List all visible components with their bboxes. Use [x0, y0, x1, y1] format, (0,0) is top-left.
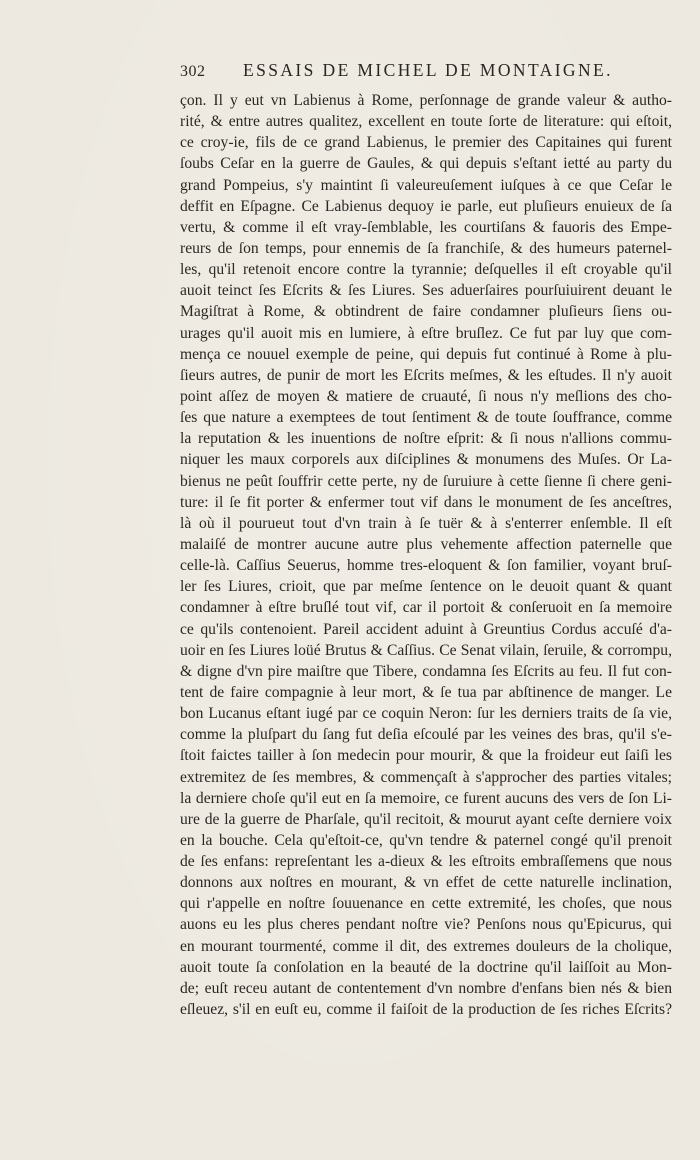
text-line: comme la pluſpart du ſang fut deſia eſcoulé par les veines des bras, qu'il s'e- — [180, 726, 672, 744]
text-line: mença ce nouuel exemple de peine, qui depuis fut continué à Rome à plu- — [180, 345, 672, 363]
text-line: ler ſes Liures, crioit, que par meſme ſentence on le deuoit quant & quant — [180, 578, 672, 596]
text-line: donnons aux noſtres en mourant, & vn effet de cette naturelle inclination, — [180, 874, 672, 892]
text-line: bienus ne peût ſouffrir cette perte, ny de ſuruiure à cette ſienne ſi chere geni- — [180, 472, 672, 490]
text-line: ce qu'ils contenoient. Pareil accident aduint à Greuntius Cordus accuſé d'a- — [180, 620, 672, 638]
text-line: point aſſez de moyen & matiere de cruauté, ſi nous n'y meſlions des cho- — [180, 387, 672, 405]
text-line: uoir en ſes Liures loüé Brutus & Caſſius. Ce Senat vilain, ſeruile, & corrompu, — [180, 641, 672, 659]
text-line: en mourant tourmenté, comme il dit, des extremes douleurs de la cholique, — [180, 937, 672, 955]
text-line: deffit en Eſpagne. Ce Labienus dequoy ie parle, eut pluſieurs enuieux de ſa — [180, 197, 672, 215]
text-line: celle-là. Caſſius Seuerus, homme tres-eloquent & ſon familier, voyant bruſ- — [180, 557, 672, 575]
page-number: 302 — [180, 63, 206, 80]
text-line: reurs de ſon temps, pour ennemis de ſa franchiſe, & des humeurs paternel- — [180, 239, 672, 257]
text-line: vertu, & comme il eſt vray-ſemblable, les courtiſans & fauoris des Empe- — [180, 218, 672, 236]
text-line: les, qu'il retenoit encore contre la tyrannie; deſquelles il eſt croyable qu'il — [180, 261, 672, 279]
running-title: ESSAIS DE MICHEL DE MONTAIGNE. — [243, 60, 613, 80]
text-line: ture: il ſe fit porter & enfermer tout vif dans le monument de ſes anceſtres, — [180, 493, 672, 511]
text-line: auoit toute ſa conſolation en la beauté de la doctrine qu'il laiſſoit au Mon- — [180, 958, 672, 976]
text-line: ſes que nature a exemptees de tout ſentiment & de toute ſouffrance, comme — [180, 409, 672, 427]
text-line: en la bouche. Cela qu'eſtoit-ce, qu'vn tendre & paternel congé qu'il prenoit — [180, 831, 672, 849]
text-line: auons eu les plus cheres pendant noſtre vie? Penſons nous qu'Epicurus, qui — [180, 916, 672, 934]
text-line: de ſes enfans: repreſentant les a-dieux & les eſtroits embraſſemens que nous — [180, 853, 672, 871]
text-line: eſleuez, s'il en euſt eu, comme il faiſoit de la production de ſes riches Eſcrits? — [180, 1001, 672, 1019]
text-line: çon. Il y eut vn Labienus à Rome, perſonnage de grande valeur & autho- — [180, 92, 672, 109]
text-line: la reputation & les inuentions de noſtre eſprit: & ſi nous n'allions commu- — [180, 430, 672, 448]
text-line: auoit teinct ſes Eſcrits & ſes Liures. Ses aduerſaires pourſuiuirent deuant le — [180, 282, 672, 300]
text-line: tent de faire compagnie à leur mort, & ſe tua par abſtinence de manger. Le — [180, 683, 672, 701]
text-line: ure de la guerre de Pharſale, qu'il recitoit, & mourut ayant ceſte derniere voix — [180, 810, 672, 828]
text-line: bon Lucanus eſtant iugé par ce coquin Neron: ſur les derniers traits de ſa vie, — [180, 705, 672, 723]
text-line: & digne d'vn pire maiſtre que Tibere, condamna ſes Eſcrits au feu. Il fut con- — [180, 662, 672, 680]
text-line: extremitez de ſes membres, & commençaſt à s'approcher des parties vitales; — [180, 768, 672, 786]
body-text — [180, 90, 672, 1020]
text-line: urages qu'il auoit mis en lumiere, à eſtre bruſlez. Ce fut par luy que com- — [180, 324, 672, 342]
text-line: grand Pompeius, s'y maintint ſi valeureuſement iuſques à ce que Ceſar le — [180, 176, 672, 194]
text-line: qui r'appelle en noſtre ſouuenance en cette extremité, les choſes, que nous — [180, 895, 672, 913]
text-line: ſoubs Ceſar en la guerre de Gaules, & qui depuis s'eſtant ietté au party du — [180, 155, 672, 173]
text-line: Magiſtrat à Rome, & obtindrent de faire condamner pluſieurs ſiens ou- — [180, 303, 672, 321]
text-line: ſieurs autres, de punir de mort les Eſcrits meſmes, & les eſtudes. Il n'y auoit — [180, 366, 672, 384]
text-line: de; euſt receu autant de contentement d'vn nombre d'enfans bien nés & bien — [180, 979, 672, 997]
text-line: ſtoit faictes tailler à ſon medecin pour mourir, & que la froideur eut ſaiſi les — [180, 747, 672, 765]
running-head — [180, 60, 640, 88]
text-line: rité, & entre autres qualitez, excellent en toute ſorte de literature: qui eſtoit, — [180, 113, 672, 131]
text-line: niquer les maux corporels aux diſciplines & monumens des Muſes. Or La- — [180, 451, 672, 469]
text-line: la derniere choſe qu'il eut en ſa memoire, ce furent aucuns des vers de ſon Li- — [180, 789, 672, 807]
text-line: condamner à eſtre bruſlé tout vif, car il portoit & conſeruoit en ſa memoire — [180, 599, 672, 617]
text-line: ce croy-ie, fils de ce grand Labienus, le premier des Capitaines qui furent — [180, 134, 672, 152]
text-line: là où il pourueut tout d'vn train à ſe tuër & à s'enterrer enſemble. Il eſt — [180, 514, 672, 532]
text-line: malaiſé de montrer aucune autre plus vehemente affection paternelle que — [180, 535, 672, 553]
